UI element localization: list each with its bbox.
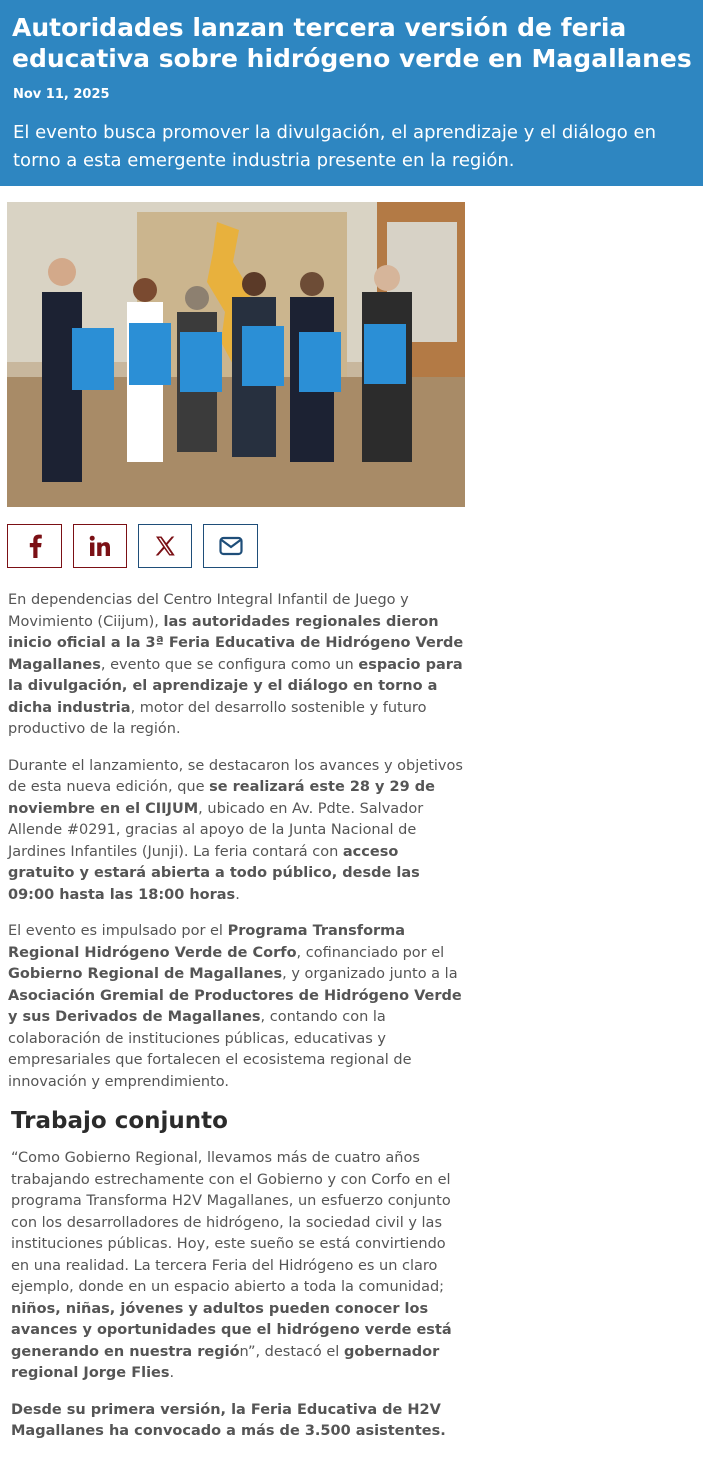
bold-text-run: Asociación Gremial de Productores de Hidrógeno Verde y sus Derivados de Magallanes	[8, 987, 462, 1025]
text-run: .	[235, 886, 240, 903]
bold-text-run: las autoridades regionales dieron inicio oficial a la 3ª Feria Educativa de Hidrógeno Verde Magallanes	[8, 613, 464, 673]
article-photo	[7, 202, 465, 507]
event-photo-illustration	[7, 202, 465, 507]
x-icon	[154, 535, 176, 557]
section-body	[11, 1148, 466, 1458]
bold-text-run: se realizará este 28 y 29 de noviembre en el CIIJUM	[8, 779, 436, 817]
bold-text-run: Gobierno Regional de Magallanes	[8, 966, 283, 982]
share-linkedin-button[interactable]	[73, 524, 127, 568]
article-body	[8, 590, 466, 1108]
text-run: “Como Gobierno Regional, llevamos más de cuatro años trabajando estrechamente con el Gobierno y con Corfo en el programa Transforma H2V Magallanes, un esfuerzo conjunto con los desarrolladores de hidrógeno, la sociedad civil y las instituciones públicas. Hoy, este sueño se está convirtiendo en una realidad. La tercera Feria del Hidrógeno es un claro ejemplo, donde en un espacio abierto a toda la comunidad;	[11, 1150, 451, 1295]
paragraph-2	[8, 756, 466, 907]
bold-text-run: Programa Transforma Regional Hidrógeno Verde de Corfo	[8, 923, 406, 961]
bold-text-run: espacio para la divulgación, el aprendizaje y el diálogo en torno a dicha industria	[8, 656, 463, 716]
paragraph-3	[8, 921, 466, 1093]
facebook-icon	[27, 534, 43, 558]
article-title: Autoridades lanzan tercera versión de feria educativa sobre hidrógeno verde en Magallanes	[12, 13, 692, 73]
text-run: n”, destacó el	[239, 1343, 344, 1360]
section-heading: Trabajo conjunto	[11, 1108, 228, 1134]
linkedin-icon	[89, 535, 111, 557]
text-run: , ubicado en Av. Pdte. Salvador Allende #0291, gracias al apoyo de la Junta Nacional de Jardines Infantiles (Junji). La feria contará con	[8, 800, 424, 860]
bold-text-run: niños, niñas, jóvenes y adultos pueden conocer los avances y oportunidades que el hidrógeno verde está generando en nuestra regió	[11, 1300, 452, 1360]
text-run: En dependencias del Centro Integral Infantil de Juego y Movimiento (Ciijum),	[8, 592, 409, 630]
bold-text-run: acceso gratuito y estará abierta a todo público, desde las 09:00 hasta las 18:00 horas	[8, 843, 420, 903]
share-facebook-button[interactable]	[7, 524, 62, 568]
paragraph-1	[8, 590, 466, 741]
text-run: , evento que se configura como un	[100, 656, 359, 673]
text-run: , motor del desarrollo sostenible y futuro productivo de la región.	[8, 699, 427, 737]
text-run: , y organizado junto a la	[282, 966, 458, 982]
text-run: .	[169, 1365, 175, 1381]
text-run: , cofinanciado por el	[296, 944, 445, 961]
article-header	[0, 0, 703, 186]
article-date: Nov 11, 2025	[13, 87, 110, 102]
text-run: , contando con la colaboración de instituciones públicas, educativas y empresariales que fortalecen el ecosistema regional de innovación y emprendimiento.	[8, 1009, 412, 1090]
share-email-button[interactable]	[203, 524, 258, 568]
paragraph-4	[11, 1148, 466, 1385]
article-subtitle: El evento busca promover la divulgación, el aprendizaje y el diálogo en torno a esta emergente industria presente en la región.	[13, 122, 656, 171]
paragraph-5	[11, 1400, 466, 1443]
bold-text-run: Desde su primera versión, la Feria Educativa de H2V Magallanes ha convocado a más de 3.500 asistentes.	[11, 1401, 446, 1439]
share-x-button[interactable]	[138, 524, 192, 568]
mail-icon	[219, 536, 243, 556]
text-run: El evento es impulsado por el	[8, 923, 228, 939]
text-run: Durante el lanzamiento, se destacaron los avances y objetivos de esta nueva edición, que	[8, 757, 463, 795]
bold-text-run: gobernador regional Jorge Flies	[11, 1343, 440, 1381]
